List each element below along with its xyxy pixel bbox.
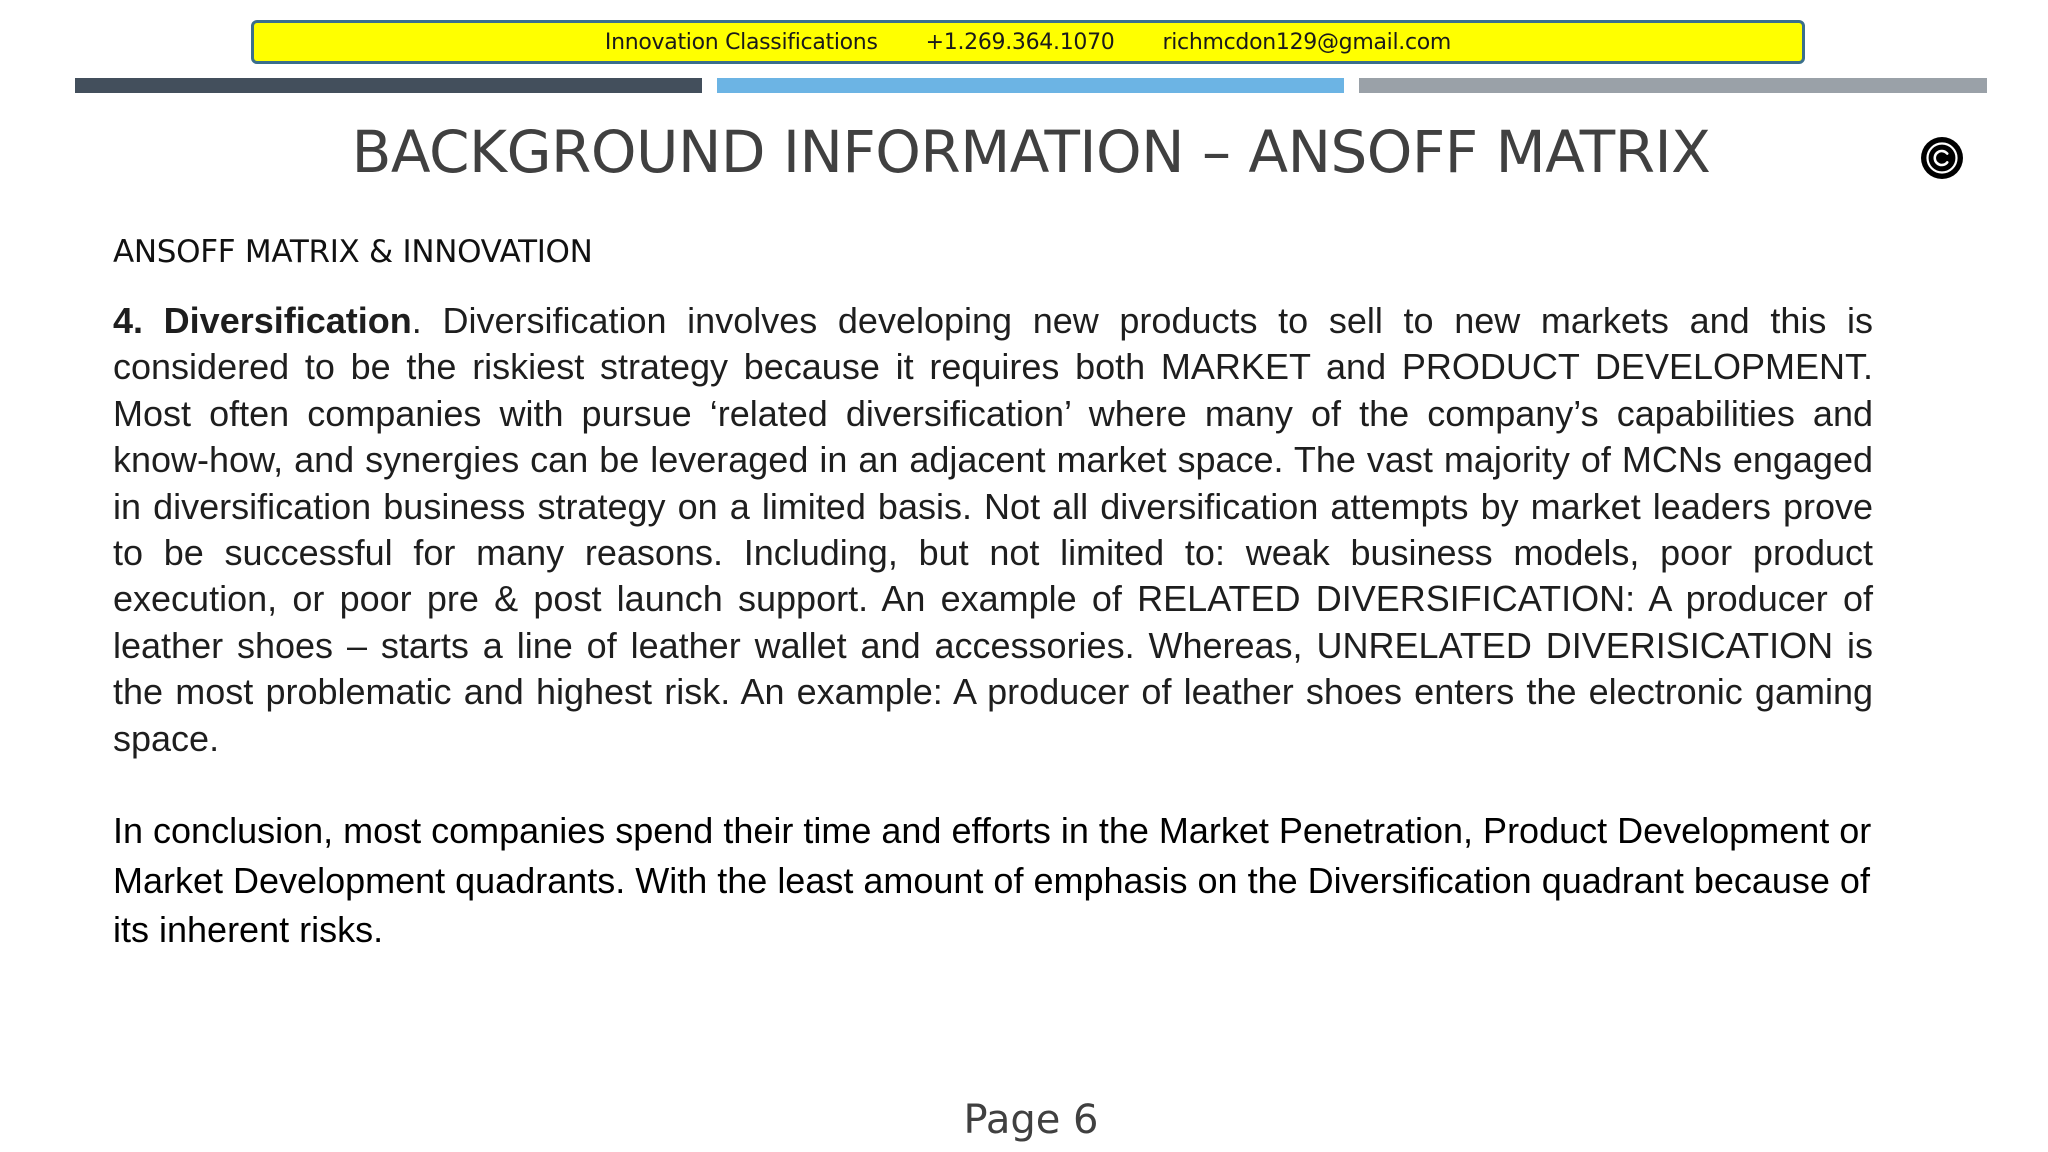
email-address: richmcdon129@gmail.com	[1162, 29, 1452, 55]
contact-header-bar	[251, 20, 1805, 64]
diversification-paragraph	[113, 298, 1873, 762]
section-subheading: ANSOFF MATRIX & INNOVATION	[113, 234, 593, 270]
accent-stripe-dark	[75, 78, 702, 93]
paragraph-body: . Diversification involves developing new products to sell to new markets and this is considered to be the riskiest strategy because it requires both MARKET and PRODUCT DEVELOPMENT. Most often companies with pursue ‘related diversification’ where many of the company’s capabilities and know-how, and synergies can be leveraged in an adjacent market space. The vast majority of MCNs engaged in diversification business strategy on a limited basis. Not all diversification attempts by market leaders prove to be successful for many reasons. Including, but not limited to: weak business models, poor product execution, or poor pre & post launch support. An example of RELATED DIVERSIFICATION: A producer of leather shoes – starts a line of leather wallet and accessories. Whereas, UNRELATED DIVERISICATION is the most problematic and highest risk. An example: A producer of leather shoes enters the electronic gaming space.	[113, 300, 1874, 759]
phone-number: +1.269.364.1070	[925, 29, 1115, 55]
conclusion-paragraph: In conclusion, most companies spend their time and efforts in the Market Penetration, Product Development or Market Development quadrants. With the least amount of emphasis on the Diversification quadrant because of its inherent risks.	[113, 810, 1872, 950]
accent-stripe-gray	[1359, 78, 1987, 93]
paragraph-lead: 4. Diversification	[113, 300, 412, 341]
page-number: Page 6	[963, 1097, 1099, 1143]
slide-title: BACKGROUND INFORMATION – ANSOFF MATRIX	[351, 118, 1711, 186]
accent-stripe-blue	[717, 78, 1344, 93]
copyright-icon	[1920, 136, 1964, 180]
company-name: Innovation Classifications	[604, 29, 878, 55]
